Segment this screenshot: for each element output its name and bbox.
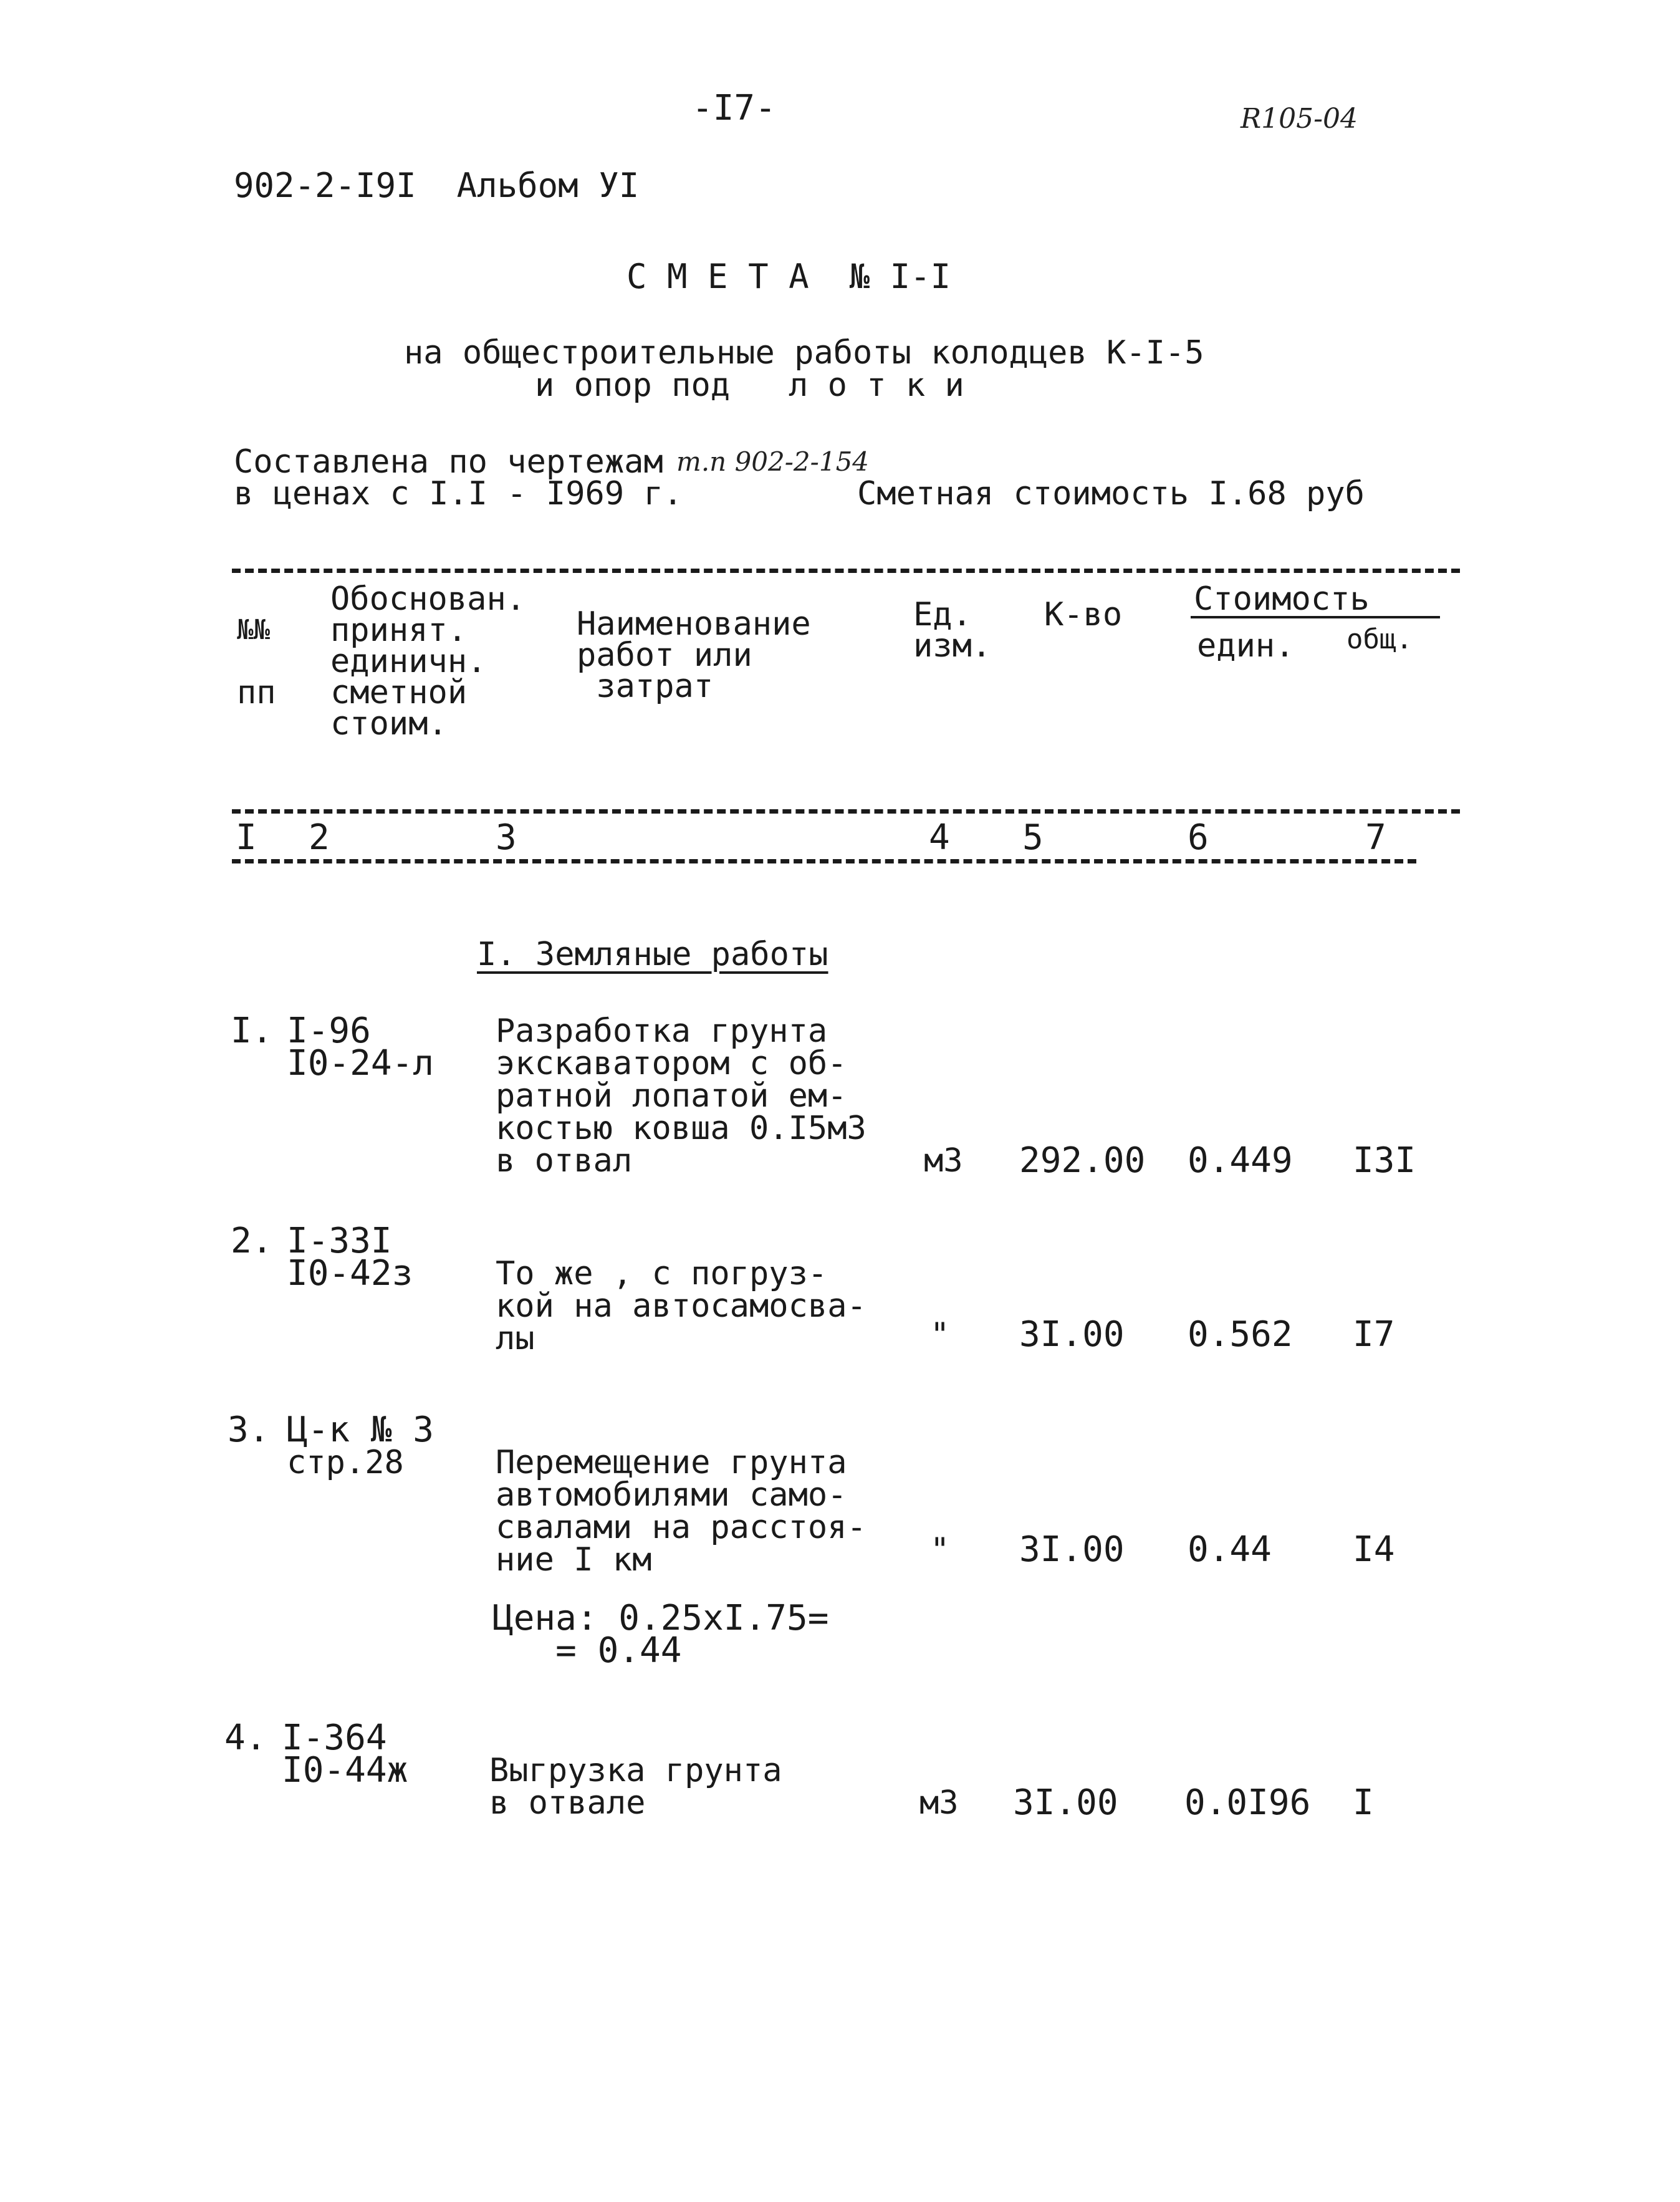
row-4-num: 4. — [224, 1718, 267, 1758]
row-1-name-5: в отвал — [496, 1142, 633, 1180]
row-4-total: I — [1353, 1782, 1374, 1823]
row-4-basis-1: I-364 — [282, 1718, 387, 1758]
row-2-total: I7 — [1353, 1314, 1395, 1355]
document-subtitle-line1: на общестроительные работы колодцев К-I-5 — [404, 334, 1204, 372]
row-3-basis-1: Ц-к № 3 — [287, 1410, 434, 1450]
header-unit-line1: Ед. — [913, 596, 972, 633]
row-1-basis-2: I0-24-л — [287, 1043, 434, 1084]
row-2-price: 0.562 — [1188, 1314, 1293, 1355]
row-3-name-3: свалами на расстоя- — [496, 1509, 866, 1546]
page-number: -I7- — [692, 88, 776, 128]
drawings-reference: т.п 902-2-154 — [676, 446, 870, 477]
row-3-unit: " — [930, 1531, 950, 1569]
row-1-unit: м3 — [924, 1142, 963, 1180]
row-3-basis-2: стр.28 — [287, 1444, 404, 1481]
row-2-basis-1: I-33I — [287, 1221, 392, 1261]
row-3-note-2: = 0.44 — [492, 1630, 682, 1671]
section-title: I. Земляные работы — [477, 936, 828, 973]
row-3-note-1: Цена: 0.25хI.75= — [492, 1598, 829, 1638]
archive-code: R105-04 — [1241, 103, 1358, 135]
row-3-name-2: автомобилями само- — [496, 1476, 847, 1514]
row-3-name-4: ние I км — [496, 1541, 652, 1579]
header-basis-line4: сметной — [330, 674, 468, 711]
row-1-num: I. — [231, 1011, 273, 1051]
row-1-name-4: костью ковша 0.I5м3 — [496, 1110, 866, 1147]
row-2-name-2: кой на автосамосва- — [496, 1287, 866, 1325]
row-1-total: I3I — [1353, 1140, 1416, 1181]
table-top-rule — [232, 569, 1460, 573]
row-2-num: 2. — [231, 1221, 273, 1261]
column-numbers-rule — [232, 859, 1416, 863]
row-2-qty: 3I.00 — [1019, 1314, 1125, 1355]
row-4-basis-2: I0-44ж — [282, 1750, 408, 1791]
album-reference: 902-2-I9I Альбом УI — [234, 166, 640, 205]
column-number-3: 3 — [496, 817, 517, 858]
price-basis: в ценах с I.I - I969 г. — [234, 475, 683, 512]
column-number-4: 4 — [929, 817, 950, 858]
row-3-num: 3. — [228, 1410, 270, 1450]
document-subtitle-line2: и опор под л о т к и — [535, 367, 964, 404]
row-1-name-3: ратной лопатой ем- — [496, 1077, 847, 1115]
row-3-price: 0.44 — [1188, 1529, 1272, 1570]
row-4-name-2: в отвале — [489, 1784, 646, 1822]
drawings-label: Составлена по чертежам — [234, 443, 663, 481]
header-basis-line3: единичн. — [330, 643, 487, 680]
row-1-name-2: экскаватором с об- — [496, 1045, 847, 1082]
row-2-name-3: лы — [496, 1320, 535, 1357]
column-number-1: I — [236, 817, 257, 858]
row-4-qty: 3I.00 — [1013, 1782, 1118, 1823]
row-1-basis-1: I-96 — [287, 1011, 371, 1051]
row-4-unit: м3 — [919, 1784, 959, 1822]
row-1-qty: 292.00 — [1019, 1140, 1146, 1181]
row-1-price: 0.449 — [1188, 1140, 1293, 1181]
header-name-line1: Наименование — [577, 605, 811, 643]
header-cost-total: общ. — [1346, 623, 1413, 655]
column-number-5: 5 — [1022, 817, 1044, 858]
row-2-unit: " — [930, 1316, 950, 1353]
row-3-total: I4 — [1353, 1529, 1395, 1570]
row-2-name-1: То же , с погруз- — [496, 1255, 828, 1292]
row-4-price: 0.0I96 — [1184, 1782, 1311, 1823]
row-3-qty: 3I.00 — [1019, 1529, 1125, 1570]
document-title: С М Е Т А № I-I — [626, 257, 951, 296]
estimate-cost: Сметная стоимость I.68 руб — [857, 475, 1365, 512]
row-2-basis-2: I0-42з — [287, 1253, 413, 1294]
header-bottom-rule — [232, 809, 1460, 814]
header-qty: К-во — [1044, 596, 1123, 633]
header-name-line3: затрат — [577, 668, 714, 705]
header-cost: Стоимость — [1194, 580, 1370, 618]
row-4-name-1: Выгрузка грунта — [489, 1752, 782, 1789]
header-num-line1: №№ — [237, 614, 270, 646]
row-3-name-1: Перемещение грунта — [496, 1444, 847, 1481]
header-name-line2: работ или — [577, 637, 752, 674]
header-basis-line1: Обоснован. — [330, 580, 526, 618]
header-basis-line5: стоим. — [330, 705, 448, 743]
header-basis-line2: принят. — [330, 612, 468, 649]
column-number-2: 2 — [309, 817, 330, 858]
header-num-line2: пп — [237, 674, 276, 711]
header-cost-unit: един. — [1197, 627, 1295, 665]
header-cost-rule — [1191, 616, 1440, 618]
column-number-6: 6 — [1188, 817, 1209, 858]
column-number-7: 7 — [1365, 817, 1386, 858]
header-unit-line2: изм. — [913, 627, 992, 665]
row-1-name-1: Разработка грунта — [496, 1012, 828, 1050]
